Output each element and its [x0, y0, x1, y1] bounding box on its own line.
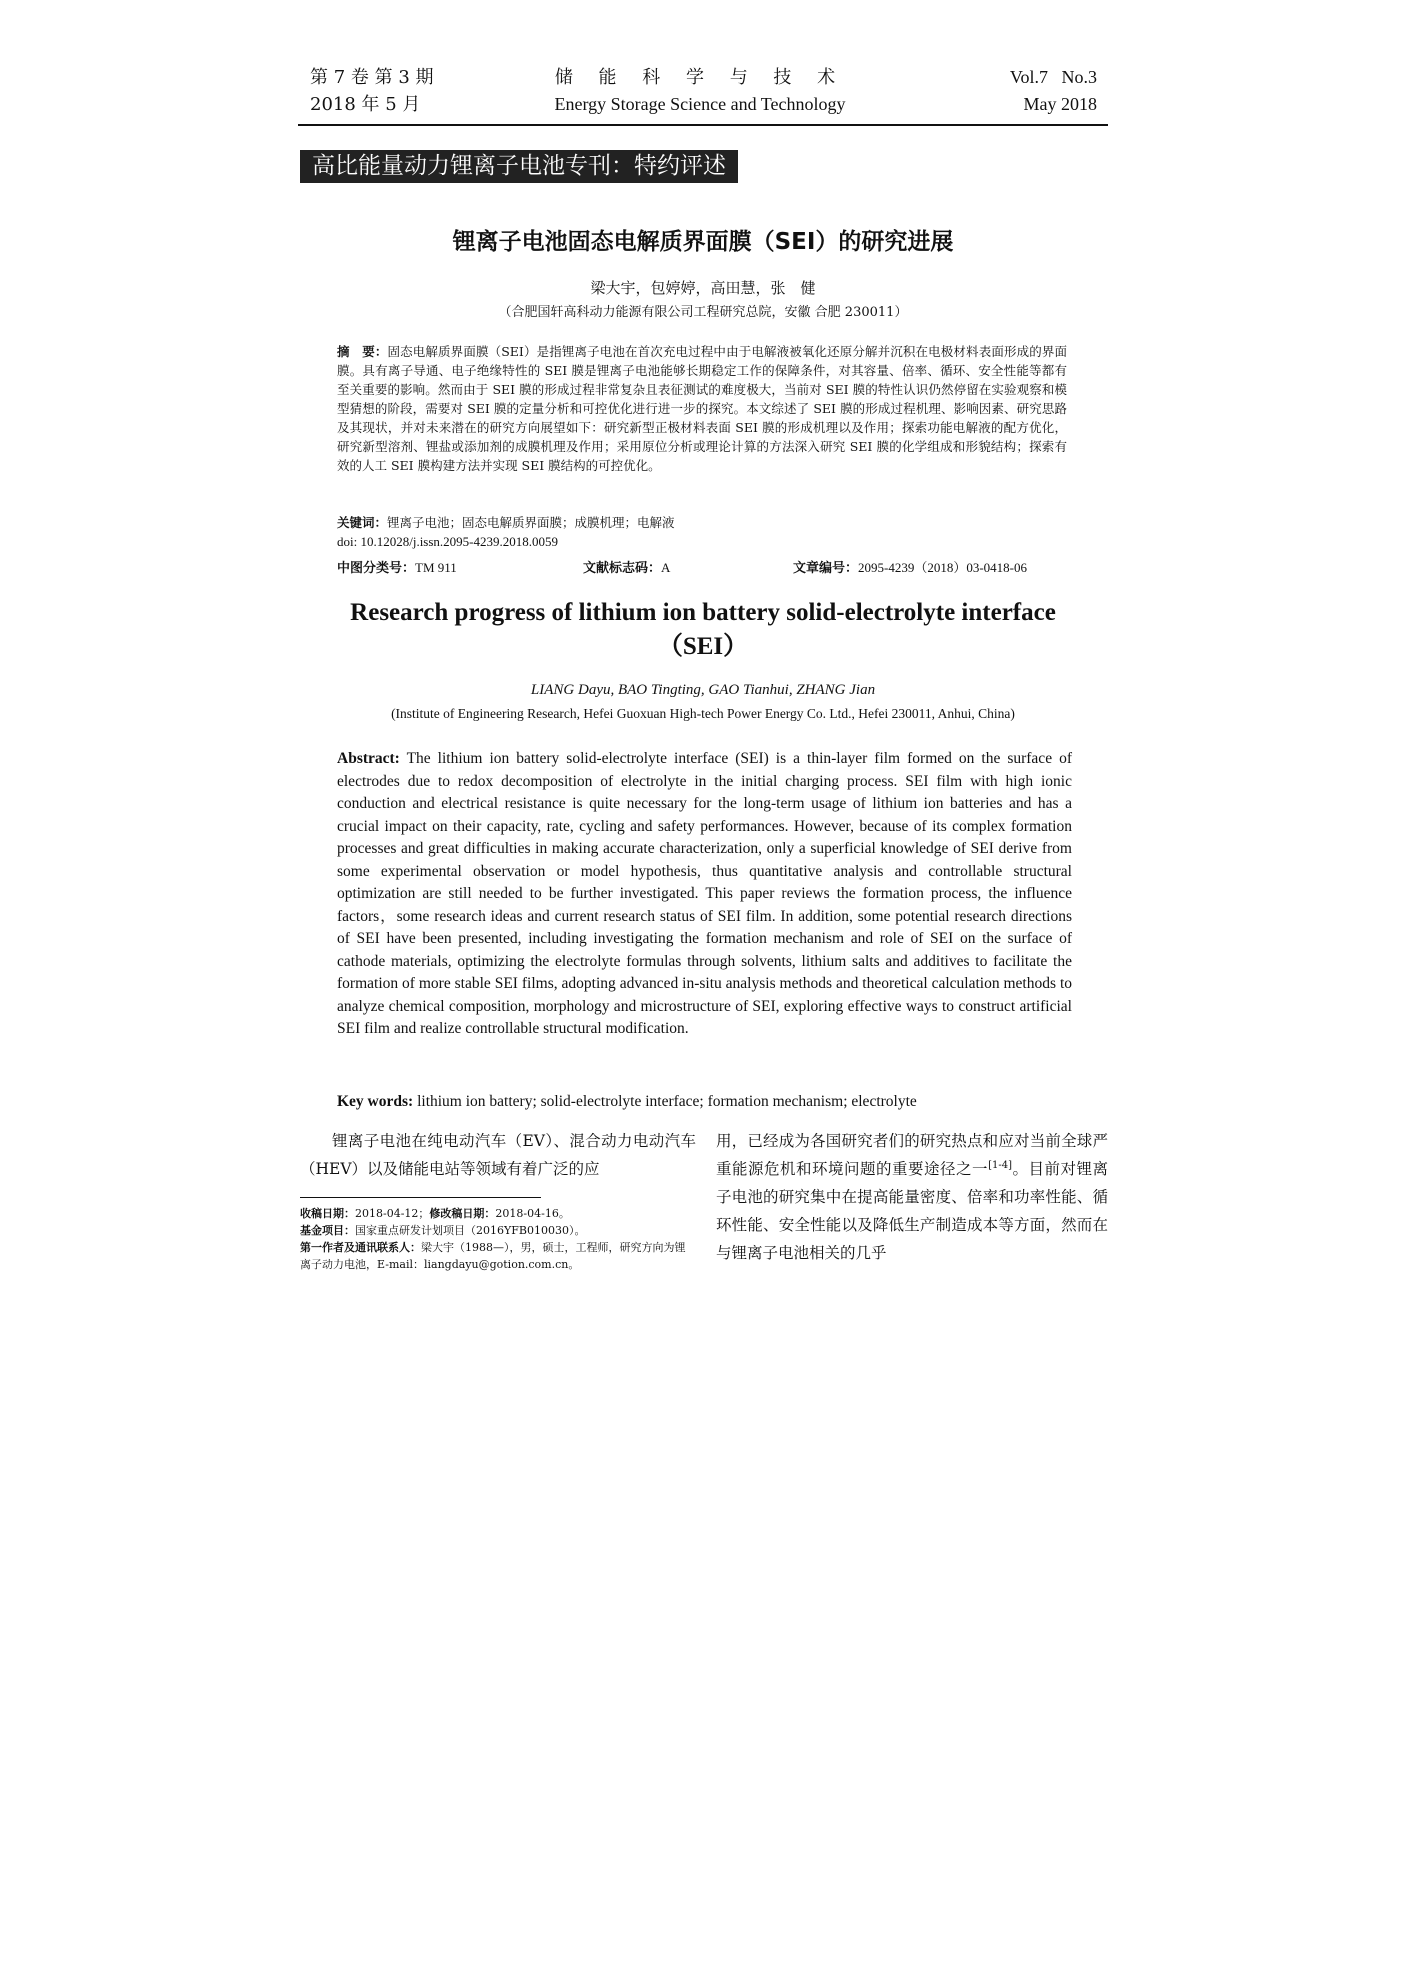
footnotes	[300, 1205, 696, 1273]
author-label: 第一作者及通讯联系人：	[300, 1241, 421, 1254]
keywords-cn-text: 锂离子电池；固态电解质界面膜；成膜机理；电解液	[387, 515, 675, 530]
revised-label: 修改稿日期：	[429, 1207, 496, 1220]
body-column-right	[716, 1127, 1108, 1267]
document-code-value: A	[661, 560, 671, 575]
date-cn: 2018 年 5 月	[310, 94, 421, 115]
affiliation-en: (Institute of Engineering Research, Hefei Guoxuan High-tech Power Energy Co. Ltd., Hefei 230011, Anhui, China)	[391, 706, 1015, 721]
abstract-en-text: The lithium ion battery solid-electrolyte interface (SEI) is a thin-layer film formed on the surface of electrodes due to redox decomposition of electrolyte in the initial charging process. SEI film with high ionic conduction and electrical resistance is quite necessary for the long-term usage of lithium ion batteries and has a crucial impact on their capacity, rate, cycling and safety performances. However, because of its complex formation processes and great difficulties in making accurate characterization, only a superficial knowledge of SEI derive from some experimental observation or model hypothesis, thus quantitative analysis and controllable structural optimization are still needed to be further investigated. This paper reviews the formation process, the influence factors，some research ideas and current research status of SEI film. In addition, some potential research directions of SEI have been presented, including investigating the formation mechanism and role of SEI on the surface of cathode materials, optimizing the electrolyte formulas through solvents, lithium salts and additives to facilitate the formation of more stable SEI films, adopting advanced in-situ analysis methods and theoretical calculation methods to analyze chemical composition, morphology and microstructure of SEI, exploring effective ways to construct artificial SEI film and realize controllable structural modification.	[337, 750, 1072, 1037]
doi[interactable]: doi: 10.12028/j.issn.2095-4239.2018.0059	[337, 534, 559, 549]
keywords-en-label: Key words:	[337, 1093, 414, 1110]
journal-name-en: Energy Storage Science and Technology	[554, 94, 846, 114]
received-label: 收稿日期：	[300, 1207, 355, 1220]
paper-title-en-line2: （SEI）	[657, 633, 749, 660]
body-right-text-2: 。目前对锂离子电池的研究集中在提高能量密度、倍率和功率性能、循环性能、安全性能以及降低生产制造成本等方面，然而在与锂离子电池相关的几乎	[716, 1160, 1108, 1262]
volume-issue-cn: 第 7 卷 第 3 期	[310, 67, 434, 88]
keywords-cn	[337, 513, 675, 532]
abstract-en-label: Abstract:	[337, 750, 400, 767]
authors-en: LIANG Dayu, BAO Tingting, GAO Tianhui, ZHANG Jian	[530, 682, 876, 698]
document-code	[583, 557, 670, 576]
paper-title-cn: 锂离子电池固态电解质界面膜（SEI）的研究进展	[452, 229, 954, 255]
journal-volume-issue	[310, 64, 434, 118]
journal-volume-en	[960, 64, 1097, 118]
footnote-author	[300, 1239, 696, 1273]
paper-title-en-line1: Research progress of lithium ion battery solid-electrolyte interface	[350, 599, 1056, 626]
revised-date: 2018-04-16。	[495, 1207, 570, 1220]
keywords-en	[337, 1093, 917, 1111]
date-en: May 2018	[1023, 94, 1097, 114]
clc-value: TM 911	[415, 560, 457, 575]
citation-ref[interactable]: [1-4]	[988, 1159, 1012, 1171]
abstract-cn-text: 固态电解质界面膜（SEI）是指锂离子电池在首次充电过程中由于电解液被氧化还原分解并沉积在电极材料表面形成的界面膜。具有离子导通、电子绝缘特性的 SEI 膜是锂离子电池能够长期稳定工作的保障条件，对其容量、倍率、循环、安全性能等都有至关重要的影响。然而由于 SEI 膜的形成过程非常复杂且表征测试的难度极大，当前对 SEI 膜的特性认识仍然停留在实验观察和模型猜想的阶段，需要对 SEI 膜的定量分析和可控优化进行进一步的探究。本文综述了 SEI 膜的形成过程机理、影响因素、研究思路及其现状，并对未来潜在的研究方向展望如下：研究新型正极材料表面 SEI 膜的形成机理以及作用；探索功能电解液的配方优化，研究新型溶剂、锂盐或添加剂的成膜机理及作用；采用原位分析或理论计算的方法深入研究 SEI 膜的化学组成和形貌结构；探索有效的人工 SEI 膜构建方法并实现 SEI 膜结构的可控优化。	[337, 344, 1067, 473]
article-number-value: 2095-4239（2018）03-0418-06	[858, 560, 1028, 575]
paper-title-en	[300, 596, 1106, 664]
special-issue-banner: 高比能量动力锂离子电池专刊：特约评述	[300, 150, 738, 183]
abstract-en	[337, 748, 1072, 1041]
footnote-dates	[300, 1205, 696, 1222]
keywords-cn-label: 关键词：	[337, 515, 388, 530]
article-number-label: 文章编号：	[793, 561, 859, 576]
journal-name	[480, 64, 920, 118]
document-code-label: 文献标志码：	[583, 561, 662, 576]
footnote-rule	[300, 1197, 541, 1198]
journal-name-cn: 储 能 科 学 与 技 术	[554, 67, 846, 88]
clc-number	[337, 557, 457, 576]
received-date: 2018-04-12；	[355, 1207, 430, 1220]
fund-label: 基金项目：	[300, 1224, 355, 1237]
abstract-cn	[337, 342, 1067, 475]
fund-text: 国家重点研发计划项目（2016YFB010030）。	[355, 1224, 586, 1237]
abstract-cn-label: 摘 要：	[337, 344, 388, 359]
keywords-en-text: lithium ion battery; solid-electrolyte interface; formation mechanism; electrolyte	[417, 1093, 917, 1110]
body-column-left: 锂离子电池在纯电动汽车（EV）、混合动力电动汽车（HEV）以及储能电站等领域有着广泛的应	[300, 1132, 696, 1178]
volume-issue-en: Vol.7 No.3	[1009, 67, 1097, 87]
body-right-text-1: 用，已经成为各国研究者们的研究热点和应对当前全球严重能源危机和环境问题的重要途径之一	[716, 1132, 1108, 1178]
footnote-fund	[300, 1222, 696, 1239]
affiliation-cn: （合肥国轩高科动力能源有限公司工程研究总院，安徽 合肥 230011）	[498, 305, 908, 320]
article-number	[793, 557, 1027, 576]
authors-cn: 梁大宇，包婷婷，高田慧，张 健	[590, 279, 816, 297]
header-rule	[298, 124, 1108, 126]
clc-label: 中图分类号：	[337, 561, 416, 576]
author-text: 梁大宇（1988—），男，硕士，工程师，研究方向为锂离子动力电池，E-mail：liangdayu@gotion.com.cn。	[300, 1241, 686, 1271]
